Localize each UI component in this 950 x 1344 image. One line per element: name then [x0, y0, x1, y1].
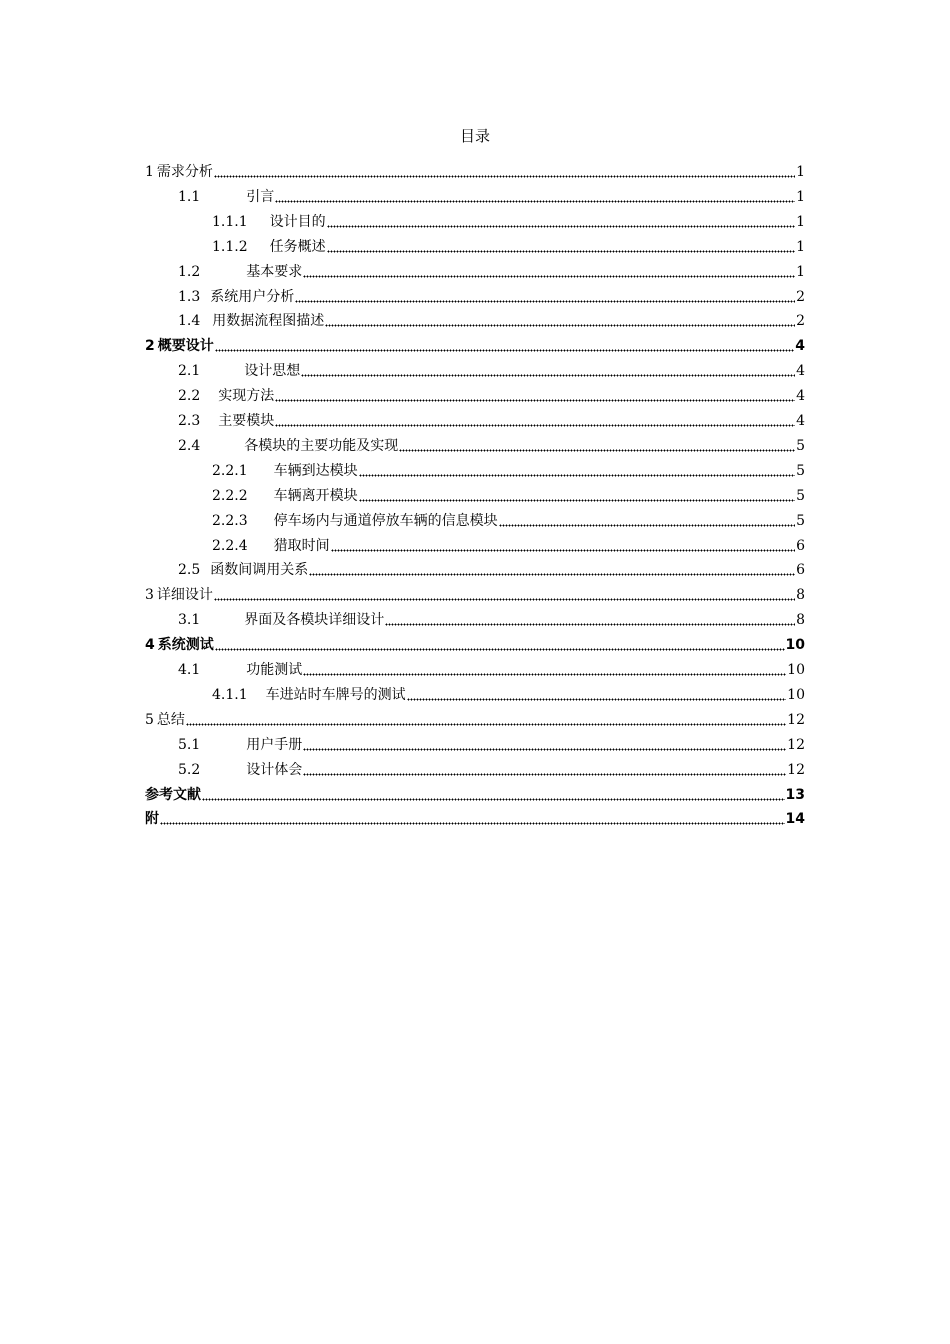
- toc-entry[interactable]: [178, 283, 805, 308]
- toc-entry-page: 2: [796, 288, 805, 305]
- toc-leader-dots: [303, 670, 786, 676]
- toc-entry-number: 4.1.1: [212, 686, 248, 703]
- toc-leader-dots: [160, 819, 785, 825]
- toc-leader-dots: [214, 172, 795, 178]
- toc-leader-dots: [325, 321, 795, 327]
- toc-entry[interactable]: [178, 556, 805, 581]
- toc-entry-page: 4: [795, 338, 805, 355]
- toc-entry-page: 5: [796, 462, 805, 479]
- toc-entry-number: 3.1: [178, 612, 201, 629]
- toc-entry-page: 2: [796, 313, 805, 330]
- toc-leader-dots: [301, 371, 795, 377]
- toc-entry-title: 系统测试: [157, 637, 214, 654]
- toc-entry[interactable]: [178, 382, 805, 407]
- toc-leader-dots: [295, 297, 795, 303]
- toc-leader-dots: [327, 247, 795, 253]
- toc-entry[interactable]: [145, 581, 805, 606]
- toc-entry-number: 5.1: [178, 736, 201, 753]
- toc-entry-title: 附: [145, 811, 159, 828]
- toc-entry-number: 1.1.1: [212, 213, 248, 230]
- toc-entry-number: 4: [145, 637, 155, 654]
- toc-entry-number: 1.4: [178, 313, 201, 330]
- toc-entry-number: 2.2.2: [212, 487, 248, 504]
- toc-entry-page: 10: [785, 637, 805, 654]
- toc-entry-number: 4.1: [178, 662, 201, 678]
- toc-leader-dots: [303, 745, 786, 751]
- toc-entry-number: 5: [145, 711, 154, 728]
- toc-entry-page: 5: [796, 512, 805, 529]
- toc-entry-title: 概要设计: [157, 338, 214, 355]
- toc-entry-title: 车辆到达模块: [273, 462, 358, 479]
- toc-leader-dots: [359, 471, 795, 477]
- toc-entry[interactable]: [178, 357, 805, 382]
- toc-entry[interactable]: [145, 781, 805, 806]
- toc-entry-title: 参考文献: [145, 786, 201, 803]
- toc-entry-title: 任务概述: [269, 238, 326, 255]
- toc-entry-title: 实现方法: [218, 388, 275, 405]
- toc-entry-title: 需求分析: [156, 164, 213, 180]
- toc-leader-dots: [202, 795, 785, 801]
- toc-entry-title: 引言: [246, 188, 275, 205]
- toc-entry[interactable]: [145, 332, 805, 357]
- toc-entry-title: 车进站时车牌号的测试: [265, 686, 406, 703]
- toc-entry-title: 详细设计: [156, 587, 213, 604]
- toc-entry-page: 1: [796, 188, 805, 205]
- toc-entry-title: 函数间调用关系: [210, 562, 309, 579]
- toc-entry-title: 用户手册: [246, 736, 303, 753]
- toc-entry-number: 3: [145, 587, 154, 604]
- toc-entry-page: 10: [787, 662, 805, 678]
- toc-entry-page: 6: [796, 562, 805, 579]
- toc-leader-dots: [186, 720, 786, 726]
- toc-leader-dots: [399, 446, 795, 452]
- toc-entry[interactable]: [178, 432, 805, 457]
- toc-entry-title: 总结: [156, 711, 185, 728]
- toc-entry-title: 用数据流程图描述: [212, 313, 325, 330]
- toc-leader-dots: [331, 546, 795, 552]
- toc-entry-page: 4: [796, 363, 805, 380]
- toc-entry-page: 8: [796, 587, 805, 604]
- toc-entry[interactable]: [212, 233, 805, 258]
- toc-entry[interactable]: [145, 158, 805, 183]
- toc-leader-dots: [407, 695, 787, 701]
- toc-entry-page: 4: [796, 388, 805, 405]
- toc-entry[interactable]: [178, 258, 805, 283]
- toc-entry[interactable]: [145, 805, 805, 830]
- toc-entry-number: 2.2.3: [212, 512, 248, 529]
- toc-entry-number: 1: [145, 164, 154, 180]
- toc-entry-title: 系统用户分析: [210, 288, 295, 305]
- toc-entry-page: 5: [796, 487, 805, 504]
- toc-entry[interactable]: [145, 706, 805, 731]
- toc-entry[interactable]: [178, 307, 805, 332]
- toc-leader-dots: [359, 496, 795, 502]
- toc-entry-number: 2.5: [178, 562, 201, 579]
- toc-entry-page: 1: [796, 263, 805, 280]
- toc-entry[interactable]: [178, 656, 805, 681]
- toc-entry-page: 12: [787, 711, 805, 728]
- toc-entry-title: 设计思想: [244, 363, 301, 380]
- toc-entry-number: 1.1.2: [212, 238, 248, 255]
- toc-entry-page: 12: [787, 761, 805, 778]
- toc-entry-title: 界面及各模块详细设计: [244, 612, 385, 629]
- toc-entry-title: 猎取时间: [273, 537, 330, 554]
- toc-leader-dots: [385, 620, 795, 626]
- toc-entry-title: 各模块的主要功能及实现: [244, 437, 399, 454]
- toc-entry-title: 设计目的: [269, 213, 326, 230]
- toc-entry-page: 5: [796, 437, 805, 454]
- toc-entry-page: 4: [796, 413, 805, 429]
- toc-entry-page: 6: [796, 537, 805, 554]
- toc-entry[interactable]: [145, 631, 805, 656]
- toc-entry-number: 2.2.4: [212, 537, 248, 554]
- toc-entry[interactable]: [212, 457, 805, 482]
- toc-leader-dots: [275, 197, 795, 203]
- toc-entry-title: 基本要求: [246, 263, 303, 280]
- toc-entry-page: 13: [785, 786, 805, 803]
- toc-entry-page: 14: [785, 811, 805, 828]
- toc-entry[interactable]: [212, 507, 805, 532]
- toc-leader-dots: [303, 272, 795, 278]
- toc-entry-page: 12: [787, 736, 805, 753]
- toc-leader-dots: [275, 396, 795, 402]
- toc-entry-number: 2: [145, 338, 155, 355]
- toc-title: 目录: [459, 127, 490, 145]
- toc-entry[interactable]: [212, 482, 805, 507]
- toc-leader-dots: [214, 595, 795, 601]
- toc-leader-dots: [303, 770, 786, 776]
- toc-entry-title: 功能测试: [246, 662, 303, 678]
- toc-entry-page: 1: [796, 213, 805, 230]
- toc-entry-number: 2.2: [178, 388, 201, 405]
- toc-entry[interactable]: [178, 606, 805, 631]
- toc-entry-title: 停车场内与通道停放车辆的信息模块: [273, 512, 498, 529]
- toc-entry[interactable]: [178, 407, 805, 432]
- toc-leader-dots: [327, 222, 795, 228]
- toc-entry[interactable]: [178, 183, 805, 208]
- toc-entry-number: 2.1: [178, 363, 201, 380]
- toc-leader-dots: [499, 521, 795, 527]
- toc-entry-number: 2.4: [178, 437, 201, 454]
- toc-leader-dots: [215, 346, 795, 352]
- toc-entry[interactable]: [178, 731, 805, 756]
- toc-leader-dots: [275, 421, 795, 427]
- toc-entry[interactable]: [212, 532, 805, 557]
- toc-entry-number: 2.3: [178, 413, 201, 429]
- toc-entry-page: 10: [787, 686, 805, 703]
- toc-entry-page: 1: [796, 238, 805, 255]
- toc-entry-number: 5.2: [178, 761, 201, 778]
- toc-entry-title: 设计体会: [246, 761, 303, 778]
- toc-entry-page: 1: [796, 164, 805, 180]
- toc-entry[interactable]: [212, 681, 805, 706]
- toc-leader-dots: [309, 570, 795, 576]
- toc-entry-title: 主要模块: [218, 413, 275, 429]
- toc-leader-dots: [215, 645, 785, 651]
- toc-entry-number: 1.1: [178, 188, 201, 205]
- toc-entry-number: 1.3: [178, 288, 201, 305]
- toc-entry[interactable]: [212, 208, 805, 233]
- toc-entry-page: 8: [796, 612, 805, 629]
- toc-entry-title: 车辆离开模块: [273, 487, 358, 504]
- toc-entry-number: 2.2.1: [212, 462, 248, 479]
- toc-entry[interactable]: [178, 756, 805, 781]
- toc-entry-number: 1.2: [178, 263, 201, 280]
